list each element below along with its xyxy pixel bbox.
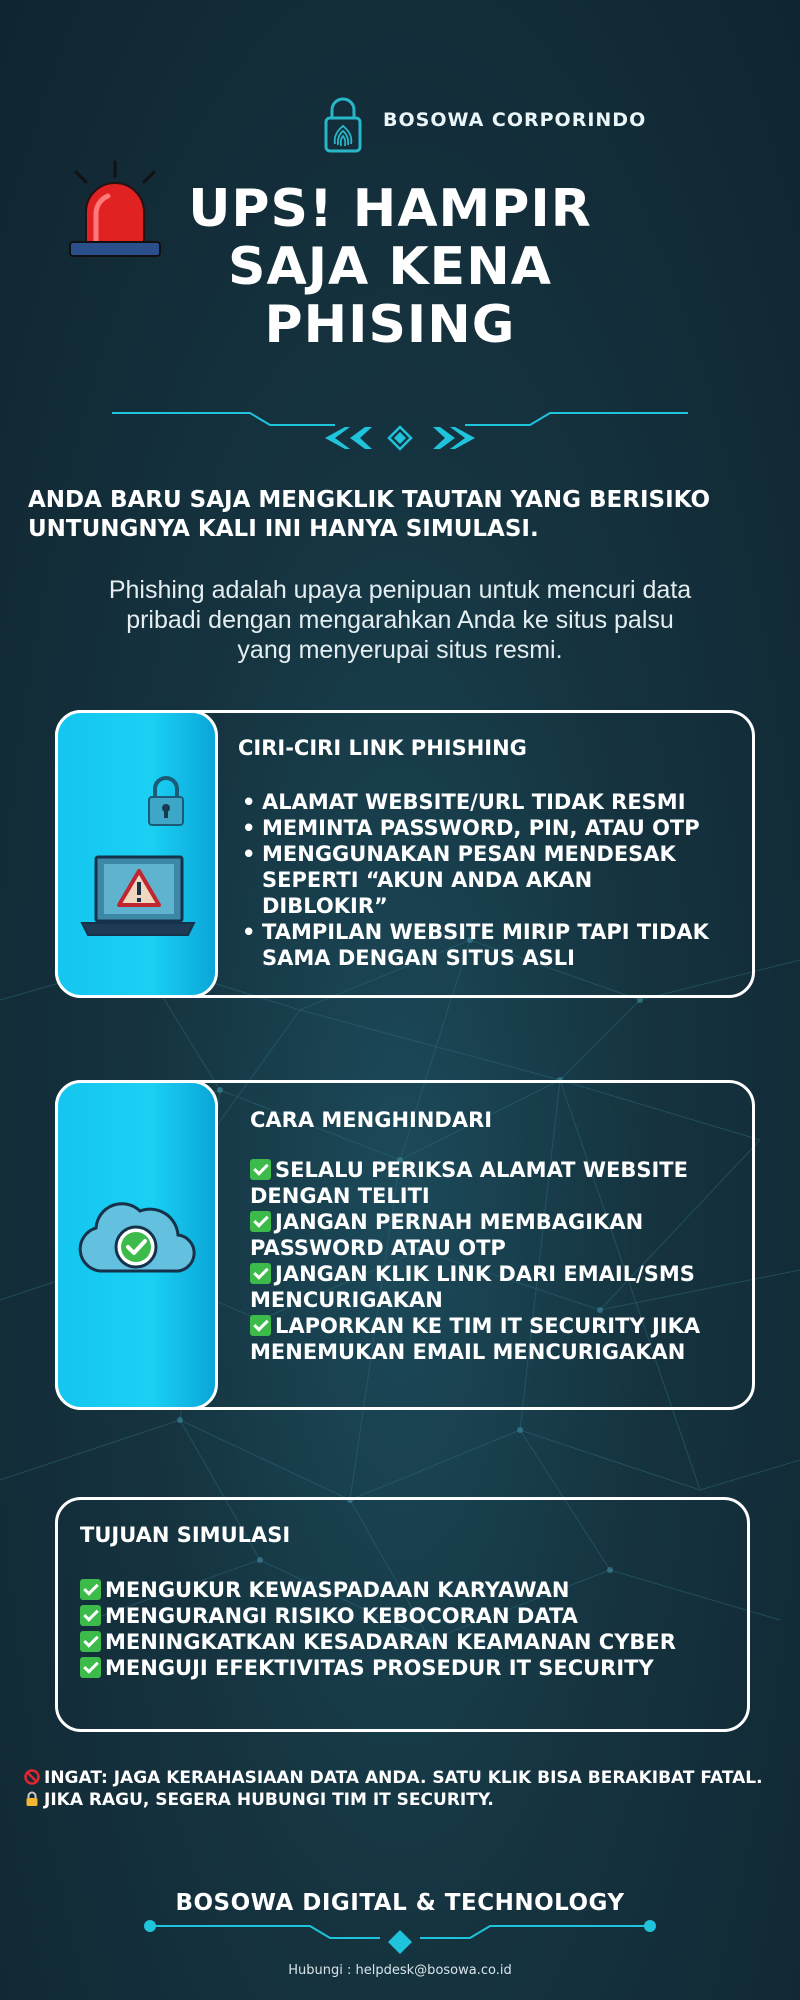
list-item: MENGUJI EFEKTIVITAS PROSEDUR IT SECURITY bbox=[80, 1655, 740, 1681]
lock-icon bbox=[24, 1791, 40, 1807]
ciri-title: CIRI-CIRI LINK PHISHING bbox=[238, 736, 527, 760]
list-item: MENGUKUR KEWASPADAAN KARYAWAN bbox=[80, 1577, 740, 1603]
footer-divider bbox=[140, 1908, 660, 1968]
cara-card-side bbox=[55, 1080, 218, 1410]
page-title bbox=[140, 180, 640, 354]
title-line-1: UPS! HAMPIR bbox=[188, 179, 592, 239]
ciri-list bbox=[240, 789, 750, 971]
check-icon bbox=[80, 1657, 101, 1678]
check-icon bbox=[250, 1211, 271, 1232]
cara-list bbox=[250, 1157, 750, 1365]
contact-info[interactable]: Hubungi : helpdesk@bosowa.co.id bbox=[288, 1963, 512, 1978]
list-item: • ALAMAT WEBSITE/URL TIDAK RESMI bbox=[240, 789, 750, 815]
cara-title: CARA MENGHINDARI bbox=[250, 1108, 493, 1132]
phishing-description bbox=[40, 575, 760, 665]
tujuan-list bbox=[80, 1577, 740, 1681]
list-item: LAPORKAN KE TIM IT SECURITY JIKA MENEMUKAN EMAIL MENCURIGAKAN bbox=[250, 1314, 701, 1364]
check-icon bbox=[80, 1579, 101, 1600]
title-line-3: PHISING bbox=[264, 295, 516, 355]
fingerprint-lock-icon bbox=[323, 96, 363, 154]
ciri-card-side bbox=[55, 710, 218, 998]
list-item: JANGAN KLIK LINK DARI EMAIL/SMS MENCURIGAKAN bbox=[250, 1262, 695, 1312]
list-item: • TAMPILAN WEBSITE MIRIP TAPI TIDAK SAMA DENGAN SITUS ASLI bbox=[240, 919, 750, 971]
description-line-1: Phishing adalah upaya penipuan untuk mencuri data bbox=[108, 576, 692, 604]
check-icon bbox=[250, 1159, 271, 1180]
brand-name: BOSOWA CORPORINDO bbox=[383, 109, 647, 131]
description-line-3: yang menyerupai situs resmi. bbox=[237, 636, 563, 664]
check-icon bbox=[250, 1263, 271, 1284]
list-item: MENINGKATKAN KESADARAN KEAMANAN CYBER bbox=[80, 1629, 740, 1655]
check-icon bbox=[250, 1315, 271, 1336]
warning-line-1: INGAT: JAGA KERAHASIAAN DATA ANDA. SATU KLIK BISA BERAKIBAT FATAL. bbox=[44, 1768, 763, 1788]
cloud-check-icon bbox=[74, 1193, 198, 1283]
no-entry-icon bbox=[24, 1769, 40, 1785]
warning-notes bbox=[24, 1767, 794, 1811]
warning-line-2: JIKA RAGU, SEGERA HUBUNGI TIM IT SECURITY. bbox=[44, 1790, 494, 1810]
footer-title: BOSOWA DIGITAL & TECHNOLOGY bbox=[175, 1890, 625, 1916]
title-line-2: SAJA KENA bbox=[228, 237, 552, 297]
check-icon bbox=[80, 1605, 101, 1626]
intro-line-1: ANDA BARU SAJA MENGKLIK TAUTAN YANG BERISIKO bbox=[28, 487, 710, 513]
intro-statement bbox=[28, 486, 778, 544]
description-line-2: pribadi dengan mengarahkan Anda ke situs palsu bbox=[126, 606, 674, 634]
intro-line-2: UNTUNGNYA KALI INI HANYA SIMULASI. bbox=[28, 516, 539, 542]
check-icon bbox=[80, 1631, 101, 1652]
list-item: • MENGGUNAKAN PESAN MENDESAK SEPERTI “AKUN ANDA AKAN DIBLOKIR” bbox=[240, 841, 750, 919]
tujuan-title: TUJUAN SIMULASI bbox=[80, 1523, 291, 1547]
list-item: JANGAN PERNAH MEMBAGIKAN PASSWORD ATAU OTP bbox=[250, 1210, 644, 1260]
laptop-warning-icon bbox=[78, 853, 198, 943]
list-item: MENGURANGI RISIKO KEBOCORAN DATA bbox=[80, 1603, 740, 1629]
list-item: SELALU PERIKSA ALAMAT WEBSITE DENGAN TELITI bbox=[250, 1158, 688, 1208]
list-item: • MEMINTA PASSWORD, PIN, ATAU OTP bbox=[240, 815, 750, 841]
padlock-icon bbox=[146, 775, 186, 827]
decorative-divider bbox=[110, 405, 690, 455]
